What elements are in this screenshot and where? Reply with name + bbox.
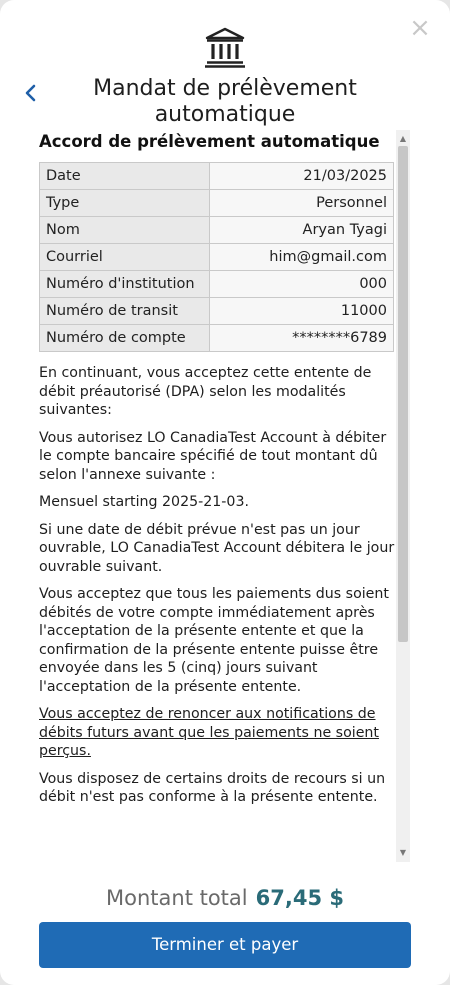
scroll-up-arrow-icon[interactable]: ▲ <box>399 134 407 143</box>
terms-paragraph: Vous disposez de certains droits de recours si un débit n'est pas conforme à la présente entente. <box>39 770 386 805</box>
scroll-fade <box>32 838 396 868</box>
agreement-content <box>39 128 395 807</box>
row-label: Numéro de transit <box>40 298 210 325</box>
row-label: Numéro de compte <box>40 325 210 352</box>
row-value: Personnel <box>210 190 394 217</box>
row-value: ********6789 <box>210 325 394 352</box>
row-label: Type <box>40 190 210 217</box>
terms-paragraph: Mensuel starting 2025-21-03. <box>39 494 249 510</box>
total-amount-row <box>0 884 450 912</box>
table-row <box>40 217 394 244</box>
row-value: Aryan Tyagi <box>210 217 394 244</box>
table-row <box>40 271 394 298</box>
section-title: Accord de prélèvement automatique <box>39 132 380 151</box>
back-chevron-icon[interactable] <box>22 82 40 104</box>
page-title: Mandat de prélèvement automatique <box>93 76 357 127</box>
bank-icon <box>203 27 247 69</box>
terms-paragraph: Vous acceptez que tous les paiements dus soient débités de votre compte immédiatement après l'acceptation de la présente entente et que la confirmation de la présente entente puisse être envoyée dans les 5 (cinq) jours suivant l'acceptation de la présente entente. <box>39 586 389 695</box>
row-value: 21/03/2025 <box>210 163 394 190</box>
scrollbar-thumb[interactable] <box>398 146 408 642</box>
terms-paragraph: Si une date de débit prévue n'est pas un jour ouvrable, LO CanadiaTest Account débitera le jour ouvrable suivant. <box>39 521 395 575</box>
total-label: Montant total <box>106 886 248 910</box>
close-icon[interactable]: × <box>409 13 431 43</box>
scroll-down-arrow-icon[interactable]: ▼ <box>399 848 407 857</box>
table-row <box>40 325 394 352</box>
row-label: Numéro d'institution <box>40 271 210 298</box>
row-value: 11000 <box>210 298 394 325</box>
total-value: 67,45 $ <box>255 886 344 910</box>
terms-paragraph: En continuant, vous acceptez cette entente de débit préautorisé (DPA) selon les modalités suivantes: <box>39 365 372 418</box>
scrollbar[interactable] <box>396 130 410 862</box>
table-row <box>40 190 394 217</box>
table-row <box>40 298 394 325</box>
row-value: him@gmail.com <box>210 244 394 271</box>
row-value: 000 <box>210 271 394 298</box>
agreement-table <box>39 162 394 352</box>
table-row <box>40 244 394 271</box>
terms-paragraph: Vous acceptez de renoncer aux notifications de débits futurs avant que les paiements ne soient perçus. <box>39 706 379 759</box>
row-label: Date <box>40 163 210 190</box>
terms-paragraph: Vous autorisez LO CanadiaTest Account à débiter le compte bancaire spécifié de tout montant dû selon l'annexe suivante : <box>39 429 387 483</box>
agreement-scroll-area[interactable] <box>32 128 410 862</box>
table-row <box>40 163 394 190</box>
row-label: Nom <box>40 217 210 244</box>
finish-and-pay-button[interactable]: Terminer et payer <box>39 922 411 968</box>
row-label: Courriel <box>40 244 210 271</box>
